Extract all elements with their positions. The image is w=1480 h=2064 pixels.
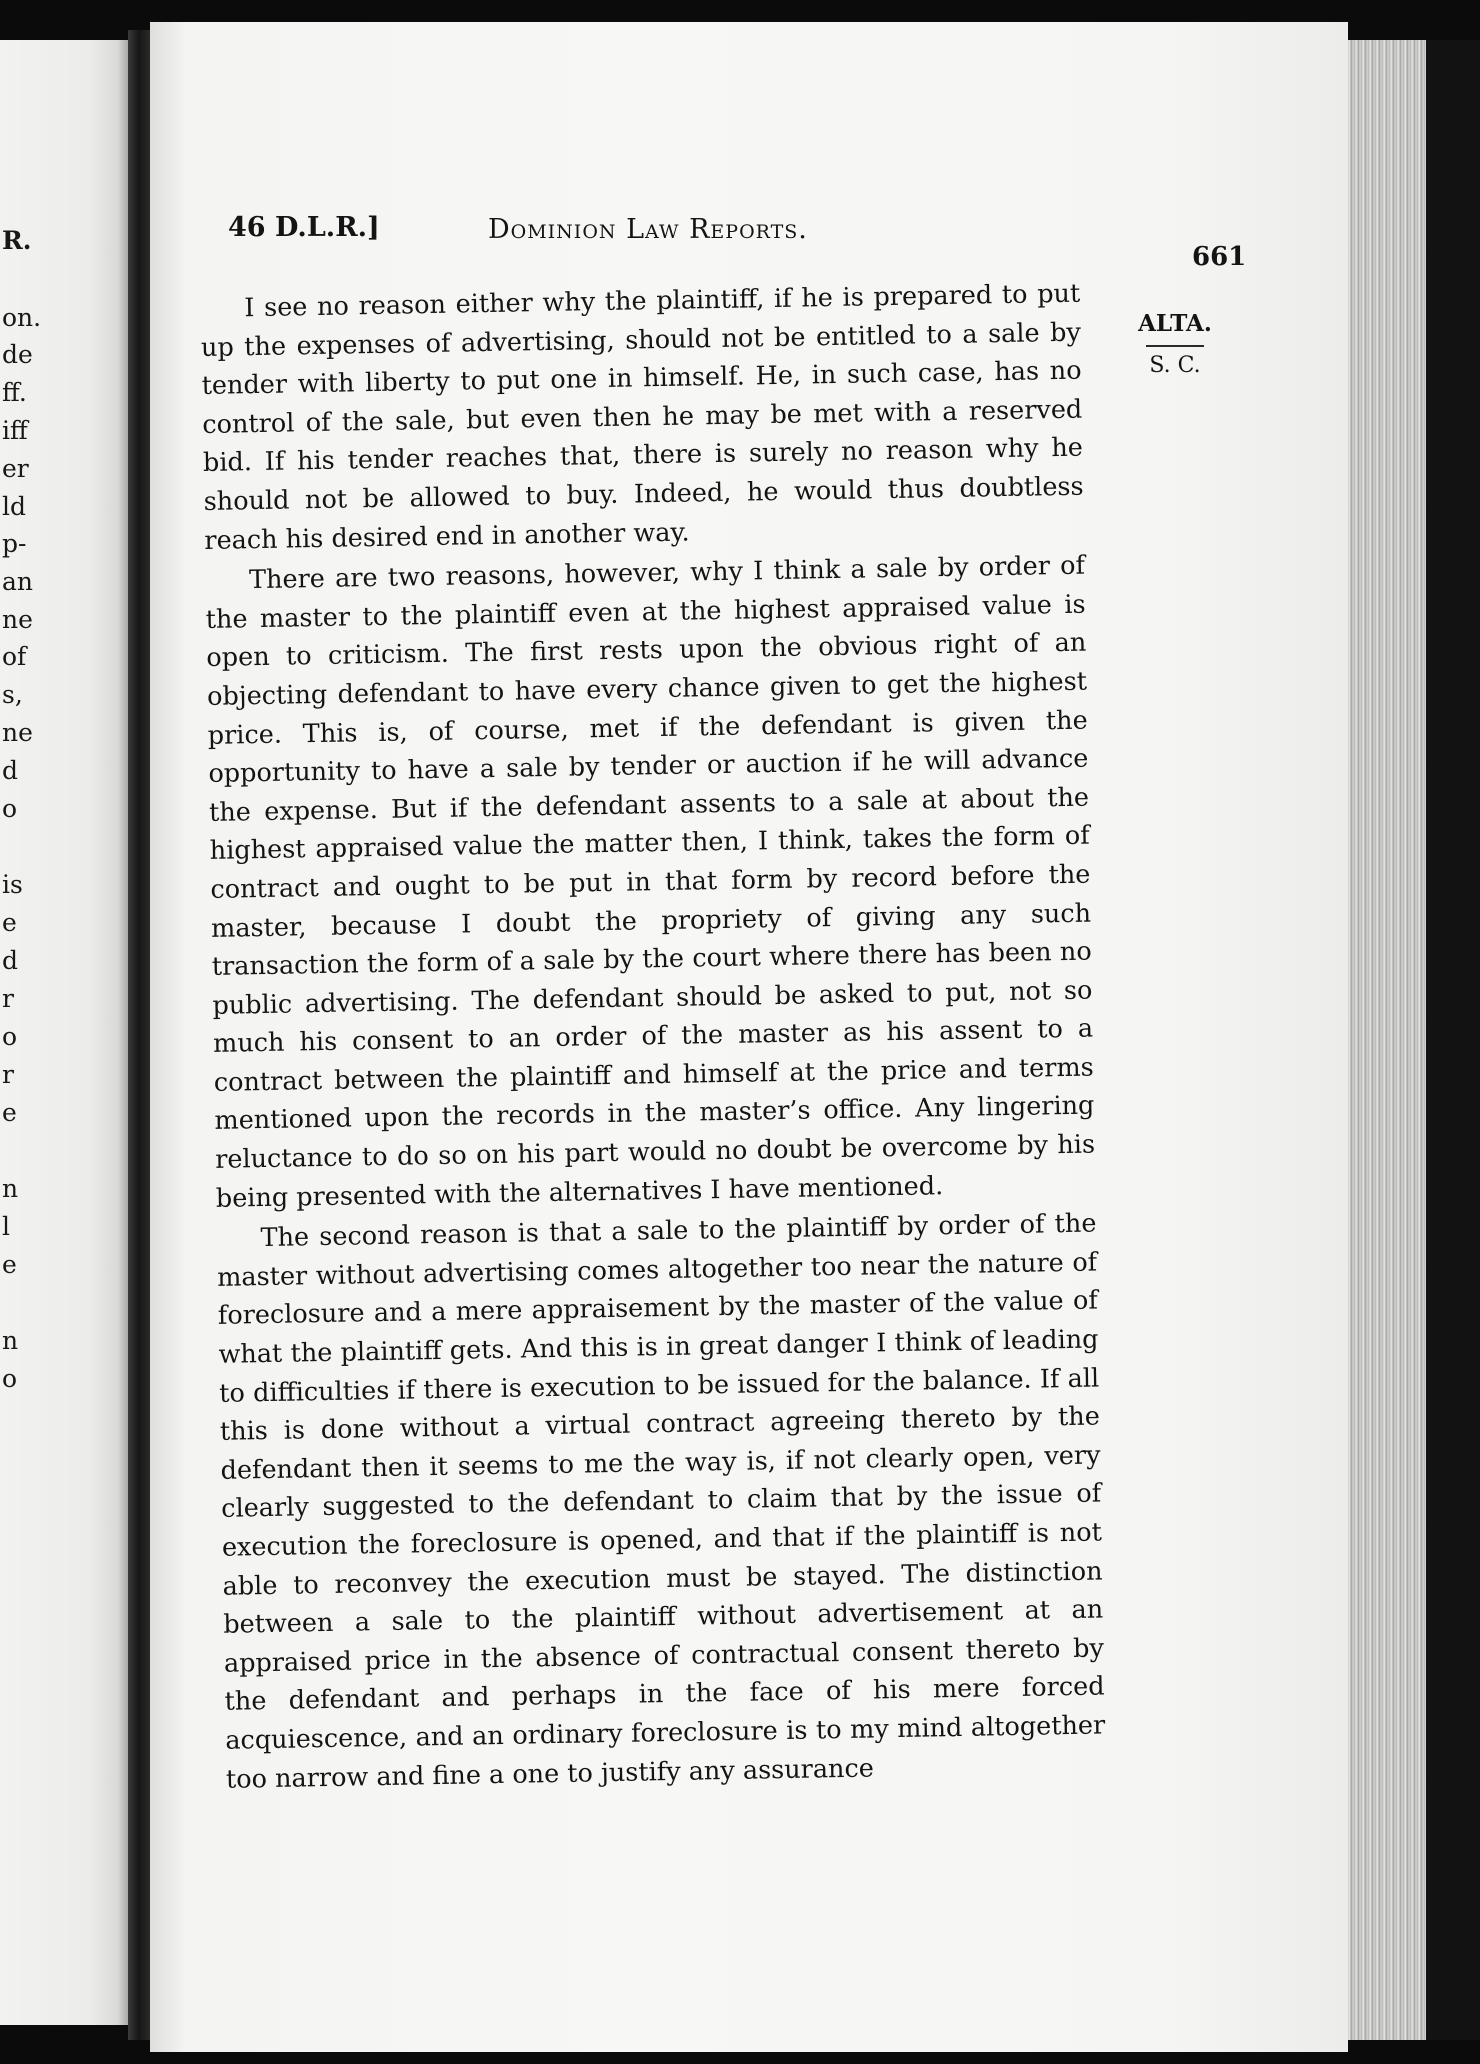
left-fragment: on. [2, 303, 42, 332]
left-fragment: iff [2, 416, 28, 445]
left-fragment: o [2, 1364, 18, 1393]
margin-note [1130, 310, 1220, 378]
previous-page-edge [0, 40, 128, 2025]
jurisdiction-label: ALTA. [1138, 310, 1212, 337]
left-fragment: ne [2, 718, 33, 747]
left-fragment: er [2, 454, 29, 483]
report-title: Dominion Law Reports. [488, 214, 808, 245]
body-text [200, 275, 1106, 1799]
left-fragment: o [2, 1022, 18, 1051]
left-fragment: e [2, 908, 17, 937]
volume-citation: 46 D.L.R.] [228, 212, 380, 243]
left-fragment: d [2, 946, 19, 975]
left-fragment: ne [2, 605, 33, 634]
left-fragment: s, [2, 680, 23, 709]
left-fragment: o [2, 794, 18, 823]
paragraph: There are two reasons, however, why I think a sale by order of the master to the plaintiff even at the highest appraised value is open to criticism. The first rests upon the obvious right of an objecting defendant to have every chance given to get the highest price. This is, of course, met if the defendant is given the opportunity to have a sale by tender or auction if he will advance the expense. But if the defendant assents to a sale at about the highest appraised value the matter then, I think, takes the form of contract and ought to be put in that form by record before the master, because I doubt the propriety of giving any such transaction the form of a sale by the court where there has been no public advertising. The defendant should be asked to put, not so much his consent to an order of the master as his assent to a contract between the plaintiff and himself at the price and terms mentioned upon the records in the master’s office. Any lingering reluctance to do so on his part would no doubt be overcome by his being presented with the alternatives I have mentioned. [205, 550, 1096, 1214]
left-fragment: ff. [2, 378, 27, 407]
book-cover-edge [1426, 40, 1480, 2040]
paragraph: The second reason is that a sale to the plaintiff by order of the master without advertising comes altogether too near the nature of foreclosure and a mere appraisement by the master of the value of what the plaintiff gets. And this is in great danger I think of leading to difficulties if there is execution to be issued for the balance. If all this is done without a virtual contract agreeing thereto by the defendant then it seems to me the way is, if not clearly open, very clearly suggested to the defendant to claim that by the issue of execution the foreclosure is opened, and that if the plaintiff is not able to reconvey the execution must be stayed. The distinction between a sale to the plaintiff without advertisement at an appraised price in the absence of contractual consent thereto by the defendant and perhaps in the face of his mere forced acquiescence, and an ordinary foreclosure is to my mind altogether too narrow and fine a one to justify any assurance [216, 1208, 1106, 1795]
left-fragment: l [2, 1212, 10, 1241]
left-fragment: n [2, 1174, 19, 1203]
left-fragment: p- [2, 529, 27, 558]
left-fragment: de [2, 340, 33, 369]
paragraph: I see no reason either why the plaintiff, if he is prepared to put up the expenses of advertising, should not be entitled to a sale by tender with liberty to put one in himself. He, in such case, has no control of the sale, but even then he may be met with a reserved bid. If his tender reaches that, there is surely no reason why he should not be allowed to buy. Indeed, he would thus doubtless reach his desired end in another way. [200, 278, 1084, 556]
page-stack-edge [1348, 40, 1426, 2040]
left-fragment: ld [2, 492, 26, 521]
left-fragment: e [2, 1250, 17, 1279]
left-fragment: R. [2, 226, 32, 255]
left-fragment: d [2, 756, 19, 785]
book-gutter [128, 30, 150, 2040]
page-number: 661 [1192, 242, 1247, 272]
left-fragment: of [2, 642, 27, 671]
left-fragment: r [2, 984, 14, 1013]
running-header [228, 212, 1248, 272]
previous-page-text-fragments [0, 40, 128, 2025]
left-fragment: n [2, 1326, 19, 1355]
margin-rule [1146, 345, 1204, 347]
court-label: S. C. [1149, 353, 1201, 378]
left-fragment: an [2, 567, 34, 596]
left-fragment: r [2, 1060, 14, 1089]
left-fragment: e [2, 1098, 17, 1127]
left-fragment: is [2, 870, 23, 899]
